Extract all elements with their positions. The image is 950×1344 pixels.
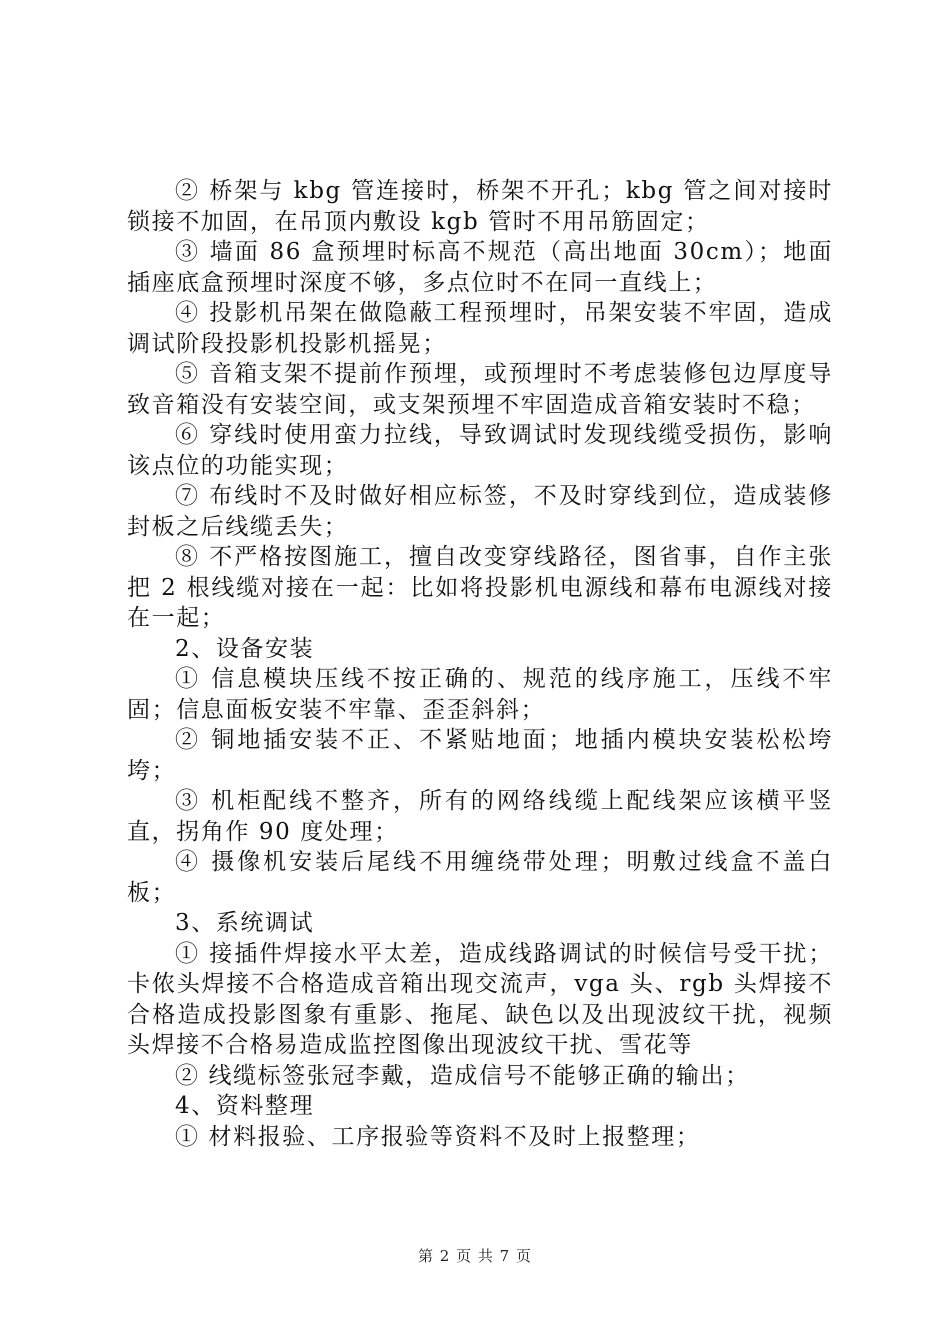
- paragraph: ⑥ 穿线时使用蛮力拉线，导致调试时发现线缆受损伤，影响该点位的功能实现；: [127, 422, 833, 479]
- section-heading: 2、设备安装: [175, 635, 315, 662]
- section-heading: 4、资料整理: [175, 1093, 315, 1119]
- page-footer: 第 2 页 共 7 页: [418, 1247, 532, 1265]
- paragraph: ⑧ 不严格按图施工，擅自改变穿线路径，图省事，自作主张把 2 根线缆对接在一起：比如将投影机电源线和幕布电源线对接在一起；: [127, 544, 833, 631]
- paragraph: ④ 摄像机安装后尾线不用缠绕带处理；明敷过线盒不盖白板；: [127, 849, 833, 906]
- paragraph: ③ 墙面 86 盒预埋时标高不规范（高出地面 30cm）；地面插座底盒预埋时深度不够，多点位时不在同一直线上；: [127, 239, 833, 296]
- paragraph: ① 信息模块压线不按正确的、规范的线序施工，压线不牢固；信息面板安装不牢靠、歪歪斜斜；: [127, 666, 833, 723]
- paragraph: ⑦ 布线时不及时做好相应标签，不及时穿线到位，造成装修封板之后线缆丢失；: [127, 483, 833, 540]
- paragraph: ① 接插件焊接水平太差，造成线路调试的时候信号受干扰；卡侬头焊接不合格造成音箱出现交流声，vga 头、rgb 头焊接不合格造成投影图象有重影、拖尾、缺色以及出现波纹干扰，视频头焊接不合格易造成监控图像出现波纹干扰、雪花等: [127, 940, 833, 1058]
- paragraph: ① 材料报验、工序报验等资料不及时上报整理；: [175, 1123, 701, 1150]
- paragraph: ⑤ 音箱支架不提前作预埋，或预埋时不考虑装修包边厚度导致音箱没有安装空间，或支架预埋不牢固造成音箱安装时不稳；: [127, 361, 833, 418]
- paragraph: ② 线缆标签张冠李戴，造成信号不能够正确的输出；: [175, 1062, 750, 1089]
- paragraph: ③ 机柜配线不整齐，所有的网络线缆上配线架应该横平竖直，拐角作 90 度处理；: [127, 788, 833, 845]
- document-body: [127, 176, 833, 1152]
- section-heading: 3、系统调试: [175, 910, 315, 936]
- paragraph: ② 铜地插安装不正、不紧贴地面；地插内模块安装松松垮垮；: [127, 727, 833, 784]
- paragraph: ④ 投影机吊架在做隐蔽工程预埋时，吊架安装不牢固，造成调试阶段投影机投影机摇晃；: [127, 300, 833, 357]
- paragraph: ② 桥架与 kbg 管连接时，桥架不开孔；kbg 管之间对接时锁接不加固，在吊顶内敷设 kgb 管时不用吊筋固定；: [127, 178, 833, 235]
